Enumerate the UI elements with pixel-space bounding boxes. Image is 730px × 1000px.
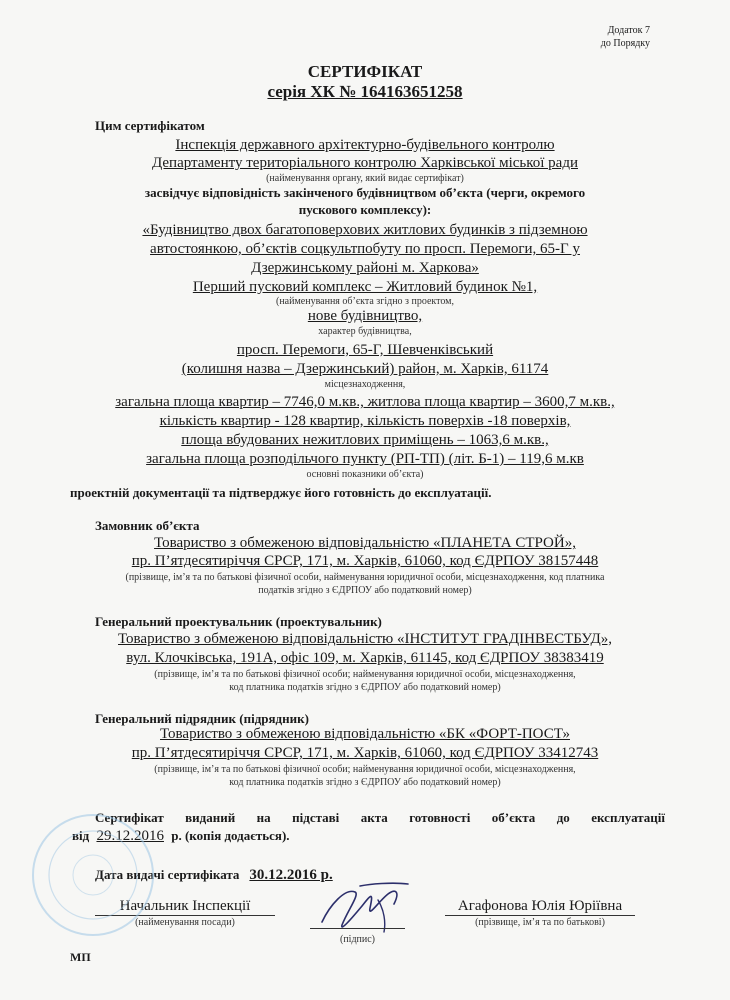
designer-line-1: Товариство з обмеженою відповідальністю «ІНСТИТУТ ГРАДІНВЕСТБУД», <box>118 631 612 647</box>
object-name-caption: (найменування об’єкта згідно з проектом, <box>275 296 455 307</box>
object-character-caption: характер будівництва, <box>318 326 412 337</box>
certifies-line-1: засвідчує відповідність закінченого будівництвом об’єкта (черги, окремого <box>144 185 586 200</box>
indicators-line-2: кількість квартир - 128 квартир, кількість поверхів -18 поверхів, <box>159 413 571 429</box>
certificate-title: СЕРТИФІКАТ <box>307 62 423 81</box>
customer-label: Замовник об’єкта <box>95 518 200 533</box>
basis-date: 29.12.2016 <box>96 828 164 844</box>
contractor-line-2: пр. П’ятдесятиріччя СРСР, 171, м. Харків, 61060, код ЄДРПОУ 33412743 <box>131 745 599 761</box>
contractor-label: Генеральний підрядник (підрядник) <box>95 711 309 726</box>
issue-date-value: 30.12.2016 р. <box>249 867 333 883</box>
contractor-caption-1: (прізвище, ім’я та по батькові фізичної особи; найменування юридичної особи, місцезнаходження, <box>154 764 576 775</box>
designer-label: Генеральний проектувальник (проектувальник) <box>95 614 382 629</box>
intro-label: Цим сертифікатом <box>95 118 205 133</box>
issuer-line-2: Департаменту територіального контролю Харківської міської ради <box>151 155 578 171</box>
object-character: нове будівництво, <box>307 308 423 324</box>
object-address-caption: місцезнаходження, <box>324 379 406 390</box>
designer-caption-2: код платника податків згідно з ЄДРПОУ або податковий номер) <box>229 682 501 693</box>
issue-date-label: Дата видачі сертифіката <box>95 867 240 882</box>
issuer-line-1: Інспекція державного архітектурно-будівельного контролю <box>175 137 555 153</box>
stamp-mark: МП <box>70 950 91 964</box>
object-address-line-1: просп. Перемоги, 65-Г, Шевченківський <box>236 342 494 358</box>
object-name-line-4: Перший пусковий комплекс – Житловий будинок №1, <box>192 279 538 295</box>
signature-position-caption: (найменування посади) <box>135 917 235 928</box>
object-name-line-2: автостоянкою, об’єктів соцкультпобуту по просп. Перемоги, 65-Г у <box>150 241 580 257</box>
customer-caption-2: податків згідно з ЄДРПОУ або податковий номер) <box>258 585 472 596</box>
appendix-note <box>601 24 650 50</box>
basis-suffix: р. (копія додається). <box>171 828 290 843</box>
basis-line-1: Сертифікат виданий на підставі акта готовності об’єкта до експлуатації <box>95 810 665 825</box>
handwritten-signature <box>300 870 430 940</box>
indicators-line-3: площа вбудованих нежитлових приміщень – 1063,6 м.кв., <box>181 432 549 448</box>
signature-position: Начальник Інспекції <box>95 898 275 916</box>
designer-line-2: вул. Клочківська, 191А, офіс 109, м. Харків, 61145, код ЄДРПОУ 38383419 <box>126 650 604 666</box>
indicators-caption: основні показники об’єкта) <box>306 469 424 480</box>
customer-caption-1: (прізвище, ім’я та по батькові фізичної особи, найменування юридичної особи, місцезнаходження, код платника <box>125 572 605 583</box>
official-stamp <box>28 810 158 940</box>
appendix-line-2: до Порядку <box>600 38 650 49</box>
signatory-name: Агафонова Юлія Юріївна <box>445 898 635 916</box>
contractor-line-1: Товариство з обмеженою відповідальністю «БК «ФОРТ-ПОСТ» <box>160 726 570 742</box>
conclusion-text: проектній документації та підтверджує його готовність до експлуатації. <box>70 485 492 500</box>
signatory-name-caption: (прізвище, ім’я та по батькові) <box>475 917 605 928</box>
certifies-line-2: пускового комплексу): <box>298 202 432 217</box>
indicators-line-1: загальна площа квартир – 7746,0 м.кв., житлова площа квартир – 3600,7 м.кв., <box>115 394 615 410</box>
signature-line <box>310 928 405 929</box>
designer-caption-1: (прізвище, ім’я та по батькові фізичної особи; найменування юридичної особи, місцезнаходження, <box>154 669 576 680</box>
indicators-line-4: загальна площа розподільчого пункту (РП-ТП) (літ. Б-1) – 119,6 м.кв <box>146 451 584 467</box>
issuer-caption: (найменування органу, який видає сертифікат) <box>266 173 464 184</box>
customer-line-1: Товариство з обмеженою відповідальністю «ПЛАНЕТА СТРОЙ», <box>154 535 576 551</box>
object-address-line-2: (колишня назва – Дзержинський) район, м. Харків, 61174 <box>181 361 549 377</box>
signature-caption: (підпис) <box>339 934 376 945</box>
object-name-line-3: Дзержинському районі м. Харкова» <box>251 260 479 276</box>
contractor-caption-2: код платника податків згідно з ЄДРПОУ або податковий номер) <box>229 777 501 788</box>
object-name-line-1: «Будівництво двох багатоповерхових житлових будинків з підземною <box>142 222 588 238</box>
customer-line-2: пр. П’ятдесятиріччя СРСР, 171, м. Харків, 61060, код ЄДРПОУ 38157448 <box>131 553 599 569</box>
certificate-series: серія ХК № 164163651258 <box>267 82 463 101</box>
appendix-line-1: Додаток 7 <box>607 25 650 36</box>
basis-from: від <box>72 828 90 843</box>
